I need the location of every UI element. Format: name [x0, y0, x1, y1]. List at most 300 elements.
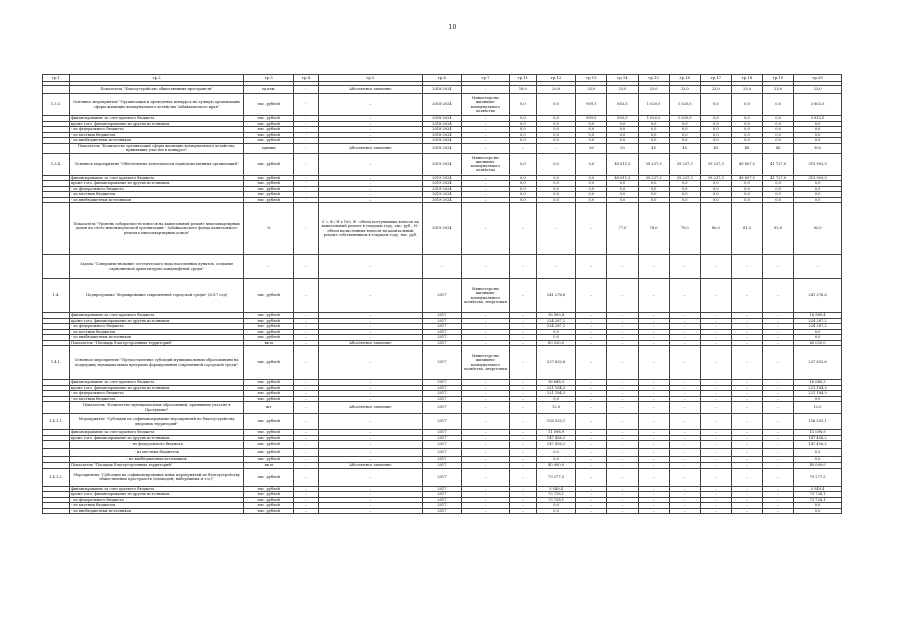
- table-cell: 0,0: [638, 186, 669, 192]
- table-cell: -: [294, 153, 319, 175]
- table-cell: –: [731, 391, 762, 397]
- table-cell: –: [763, 346, 794, 380]
- table-cell: –: [669, 279, 700, 313]
- table-cell: тыс. рублей: [244, 175, 294, 181]
- table-cell: 0,0: [509, 138, 536, 144]
- table-cell: –: [669, 380, 700, 386]
- table-cell: –: [638, 414, 669, 430]
- table-cell: Абсолютное значение: [318, 463, 422, 469]
- table-cell: 2017: [422, 380, 461, 386]
- table-cell: 2017: [422, 449, 461, 457]
- table-cell: - из местных бюджетов: [69, 192, 243, 198]
- table-cell: 0,0: [731, 192, 762, 198]
- table-cell: –: [731, 492, 762, 498]
- table-cell: 2019-2024: [422, 175, 461, 181]
- table-cell: –: [318, 430, 422, 436]
- table-cell: –: [731, 457, 762, 463]
- table-cell: 2017: [422, 441, 461, 449]
- table-cell: 0,0: [794, 197, 842, 203]
- table-cell: 319 903,3: [794, 175, 842, 181]
- table-cell: 0,0: [576, 127, 607, 133]
- column-header: гр.17: [700, 75, 731, 82]
- table-cell: 0,0: [536, 329, 575, 335]
- table-cell: –: [669, 346, 700, 380]
- table-cell: [43, 441, 70, 449]
- table-cell: 60 030,0: [794, 340, 842, 346]
- table-cell: - из внебюджетных источников: [69, 138, 243, 144]
- table-cell: 803,5: [607, 116, 638, 122]
- table-cell: –: [669, 497, 700, 503]
- table-cell: 2017: [422, 402, 461, 414]
- table-cell: –: [462, 203, 510, 255]
- table-cell: 2018-2024: [422, 121, 461, 127]
- table-cell: –: [669, 468, 700, 486]
- table-cell: 0,0: [669, 197, 700, 203]
- table-cell: 803,5: [607, 94, 638, 116]
- table-cell: 23,0: [607, 86, 638, 94]
- table-cell: 2018-2024: [422, 143, 461, 153]
- table-cell: –: [607, 503, 638, 509]
- table-cell: -: [294, 203, 319, 255]
- table-cell: –: [763, 380, 794, 386]
- table-cell: 77,0: [607, 203, 638, 255]
- table-cell: –: [576, 497, 607, 503]
- table-cell: –: [318, 186, 422, 192]
- table-cell: –: [576, 335, 607, 341]
- table-cell: –: [318, 329, 422, 335]
- table-cell: –: [509, 385, 536, 391]
- table-cell: –: [638, 391, 669, 397]
- table-cell: -: [294, 143, 319, 153]
- table-cell: 0,0: [536, 192, 575, 198]
- table-cell: –: [731, 346, 762, 380]
- table-cell: –: [462, 181, 510, 187]
- table-cell: –: [576, 457, 607, 463]
- table-cell: –: [607, 402, 638, 414]
- table-cell: Министерство жилищно-коммунального хозяйства: [462, 153, 510, 175]
- table-cell: 0,0: [700, 181, 731, 187]
- table-cell: 0,0: [794, 396, 842, 402]
- table-cell: –: [576, 324, 607, 330]
- table-cell: –: [731, 441, 762, 449]
- table-cell: 80,0: [700, 203, 731, 255]
- table-cell: –: [607, 441, 638, 449]
- table-cell: –: [607, 324, 638, 330]
- table-cell: –: [731, 396, 762, 402]
- table-cell: –: [607, 497, 638, 503]
- table-cell: 0,0: [700, 127, 731, 133]
- table-cell: 1.4.1.2.: [43, 468, 70, 486]
- table-cell: 0,0: [509, 153, 536, 175]
- table-cell: 0,0: [638, 197, 669, 203]
- table-cell: –: [576, 318, 607, 324]
- table-cell: Министерство жилищно-коммунального хозяйства: [462, 94, 510, 116]
- table-cell: 0,0: [763, 192, 794, 198]
- table-cell: –: [509, 396, 536, 402]
- table-cell: –: [638, 396, 669, 402]
- table-cell: –: [576, 329, 607, 335]
- table-cell: тыс. рублей: [244, 486, 294, 492]
- table-cell: Показатель "Количество организаций сферы жилищно-коммунального хозяйства, принявших участие в конкурсе": [69, 143, 243, 153]
- table-cell: 0,0: [700, 186, 731, 192]
- table-cell: ед.изм.: [244, 86, 294, 94]
- table-body: [43, 75, 842, 514]
- table-cell: –: [669, 396, 700, 402]
- table-cell: –: [509, 463, 536, 469]
- table-cell: 0,0: [576, 181, 607, 187]
- table-cell: –: [462, 197, 510, 203]
- table-cell: кроме того, финансирование из других источников:: [69, 385, 243, 391]
- table-cell: –: [763, 329, 794, 335]
- table-cell: 0,0: [763, 138, 794, 144]
- table-cell: –: [607, 380, 638, 386]
- table-cell: –: [576, 468, 607, 486]
- table-cell: –: [763, 497, 794, 503]
- table-cell: 0,0: [794, 138, 842, 144]
- table-cell: –: [462, 127, 510, 133]
- table-cell: –: [700, 486, 731, 492]
- table-cell: –: [576, 435, 607, 441]
- table-cell: 241 276,6: [536, 279, 575, 313]
- table-cell: 0,0: [669, 138, 700, 144]
- table-cell: –: [462, 492, 510, 498]
- table-cell: –: [669, 324, 700, 330]
- table-cell: 0,0: [576, 197, 607, 203]
- table-cell: –: [318, 313, 422, 319]
- table-cell: 73 728,1: [536, 497, 575, 503]
- table-cell: –: [638, 346, 669, 380]
- table-cell: –: [607, 335, 638, 341]
- table-cell: [43, 143, 70, 153]
- table-cell: –: [731, 385, 762, 391]
- table-cell: тыс. рублей: [244, 192, 294, 198]
- table-cell: –: [509, 486, 536, 492]
- table-cell: Министерство жилищно-коммунального хозяйства, энергетики: [462, 279, 510, 313]
- table-cell: тыс. рублей: [244, 441, 294, 449]
- table-cell: -: [294, 197, 319, 203]
- table-cell: –: [700, 508, 731, 514]
- table-cell: –: [509, 313, 536, 319]
- table-cell: 39 237,3: [638, 153, 669, 175]
- table-cell: 0,0: [794, 329, 842, 335]
- table-cell: 45: [669, 143, 700, 153]
- table-cell: –: [669, 492, 700, 498]
- table-cell: 0,0: [763, 127, 794, 133]
- table-cell: –: [763, 414, 794, 430]
- table-cell: финансирование за счет краевого бюджета: [69, 430, 243, 436]
- table-cell: –: [462, 449, 510, 457]
- table-cell: 0,0: [638, 127, 669, 133]
- table-cell: –: [638, 503, 669, 509]
- table-cell: Министерство жилищно-коммунального хозяйства, энергетики: [462, 346, 510, 380]
- table-cell: С = Ф / Н x 100, Ф - объем поступивших взносов на капитальный ремонт в текущем году, тыс. руб.; Н - объем начисленных взносов на капитальный ремонт собственникам в текущем году, тыс. руб.: [318, 203, 422, 255]
- table-cell: –: [318, 449, 422, 457]
- table-cell: –: [462, 503, 510, 509]
- table-row: [43, 255, 842, 279]
- table-cell: тыс. рублей: [244, 279, 294, 313]
- table-cell: 79 277,5: [794, 468, 842, 486]
- table-cell: - из федерального бюджета: [69, 441, 243, 449]
- table-cell: –: [700, 255, 731, 279]
- table-cell: -: [294, 121, 319, 127]
- table-cell: –: [576, 396, 607, 402]
- table-cell: 237 832,6: [794, 346, 842, 380]
- table-cell: –: [462, 335, 510, 341]
- table-cell: –: [294, 449, 319, 457]
- table-cell: –: [462, 121, 510, 127]
- table-cell: тыс. рублей: [244, 497, 294, 503]
- table-cell: –: [763, 385, 794, 391]
- table-cell: –: [509, 497, 536, 503]
- table-cell: –: [422, 255, 461, 279]
- table-cell: 0,0: [536, 153, 575, 175]
- table-cell: 2017: [422, 497, 461, 503]
- table-cell: –: [294, 318, 319, 324]
- table-cell: 0,0: [536, 175, 575, 181]
- table-cell: –: [638, 329, 669, 335]
- table-cell: –: [576, 313, 607, 319]
- table-cell: 0,0: [536, 457, 575, 463]
- table-cell: –: [638, 457, 669, 463]
- table-cell: –: [294, 402, 319, 414]
- table-cell: тыс. рублей: [244, 313, 294, 319]
- table-cell: –: [318, 380, 422, 386]
- table-cell: кроме того, финансирование из других источников:: [69, 492, 243, 498]
- table-cell: 16 648,3: [536, 380, 575, 386]
- table-cell: –: [607, 414, 638, 430]
- table-cell: 12,0: [794, 402, 842, 414]
- table-cell: –: [669, 385, 700, 391]
- table-cell: 241 276,6: [794, 279, 842, 313]
- table-cell: –: [638, 313, 669, 319]
- table-cell: –: [576, 279, 607, 313]
- table-cell: –: [700, 449, 731, 457]
- table-cell: 73 728,1: [536, 492, 575, 498]
- table-row: [43, 86, 842, 94]
- table-cell: –: [669, 463, 700, 469]
- table-cell: –: [638, 430, 669, 436]
- table-cell: –: [318, 175, 422, 181]
- table-cell: –: [794, 255, 842, 279]
- table-cell: 2019-2024: [422, 186, 461, 192]
- table-cell: –: [700, 468, 731, 486]
- table-cell: 49 807,5: [731, 153, 762, 175]
- table-cell: –: [576, 385, 607, 391]
- table-cell: –: [763, 492, 794, 498]
- table-cell: –: [318, 396, 422, 402]
- table-cell: –: [731, 335, 762, 341]
- table-cell: –: [607, 430, 638, 436]
- table-cell: –: [669, 430, 700, 436]
- table-cell: –: [763, 430, 794, 436]
- table-cell: 2017: [422, 508, 461, 514]
- table-cell: –: [509, 255, 536, 279]
- table-cell: 221 184,3: [794, 391, 842, 397]
- table-cell: 147 456,2: [536, 441, 575, 449]
- table-cell: 0,0: [794, 127, 842, 133]
- table-cell: –: [294, 380, 319, 386]
- table-cell: –: [509, 503, 536, 509]
- table-cell: –: [462, 402, 510, 414]
- table-cell: –: [318, 508, 422, 514]
- table-row: [43, 402, 842, 414]
- table-cell: тыс. рублей: [244, 435, 294, 441]
- table-cell: –: [763, 318, 794, 324]
- table-cell: –: [607, 279, 638, 313]
- table-cell: –: [462, 116, 510, 122]
- table-row: [43, 508, 842, 514]
- table-cell: 73 728,1: [794, 492, 842, 498]
- table-cell: –: [763, 435, 794, 441]
- table-cell: –: [509, 203, 536, 255]
- table-cell: кроме того, финансирование из других источников:: [69, 121, 243, 127]
- table-cell: –: [607, 508, 638, 514]
- table-cell: 0,0: [731, 138, 762, 144]
- table-cell: –: [294, 430, 319, 436]
- table-cell: финансирование за счет краевого бюджета: [69, 313, 243, 319]
- table-cell: –: [318, 138, 422, 144]
- table-cell: тыс. рублей: [244, 197, 294, 203]
- table-cell: 2017: [422, 335, 461, 341]
- table-cell: –: [294, 463, 319, 469]
- table-cell: 20,0: [536, 86, 575, 94]
- table-cell: –: [318, 391, 422, 397]
- table-cell: –: [509, 380, 536, 386]
- table-cell: –: [462, 175, 510, 181]
- table-cell: –: [294, 486, 319, 492]
- table-cell: –: [763, 324, 794, 330]
- table-cell: –: [669, 449, 700, 457]
- table-cell: –: [669, 457, 700, 463]
- table-cell: –: [576, 255, 607, 279]
- table-row: [43, 441, 842, 449]
- table-cell: финансирование за счет краевого бюджета: [69, 486, 243, 492]
- table-cell: 0,0: [638, 138, 669, 144]
- table-cell: –: [318, 503, 422, 509]
- table-cell: 39 237,3: [638, 175, 669, 181]
- table-cell: - из местных бюджетов: [69, 329, 243, 335]
- table-cell: 25,0: [638, 86, 669, 94]
- table-cell: 2018-2024: [422, 138, 461, 144]
- table-cell: –: [509, 329, 536, 335]
- table-cell: 1 020,0: [669, 94, 700, 116]
- table-cell: –: [731, 503, 762, 509]
- table-cell: 0,0: [607, 192, 638, 198]
- table-cell: -: [294, 192, 319, 198]
- table-cell: [43, 203, 70, 255]
- table-cell: тыс. рублей: [244, 492, 294, 498]
- table-cell: тыс. рублей: [244, 385, 294, 391]
- table-cell: [43, 255, 70, 279]
- table-cell: –: [763, 457, 794, 463]
- table-cell: –: [731, 449, 762, 457]
- table-cell: –: [294, 457, 319, 463]
- table-cell: –: [244, 255, 294, 279]
- column-header: гр.16: [669, 75, 700, 82]
- table-cell: –: [763, 340, 794, 346]
- table-cell: 0,0: [536, 132, 575, 138]
- table-cell: тыс. рублей: [244, 396, 294, 402]
- table-cell: 0,0: [509, 175, 536, 181]
- table-cell: –: [700, 279, 731, 313]
- table-cell: 909,1: [576, 94, 607, 116]
- table-cell: –: [669, 402, 700, 414]
- table-cell: –: [638, 279, 669, 313]
- table-cell: финансирование за счет краевого бюджета: [69, 380, 243, 386]
- column-header: гр.3: [244, 75, 294, 82]
- table-cell: –: [318, 116, 422, 122]
- table-cell: –: [576, 414, 607, 430]
- table-cell: 1 020,0: [638, 116, 669, 122]
- table-cell: тыс. рублей: [244, 335, 294, 341]
- table-cell: 2019-2024: [422, 203, 461, 255]
- table-cell: –: [318, 492, 422, 498]
- table-cell: –: [294, 279, 319, 313]
- table-cell: 49 611,5: [607, 175, 638, 181]
- table-cell: 2017: [422, 385, 461, 391]
- table-cell: тыс. рублей: [244, 468, 294, 486]
- table-cell: –: [763, 463, 794, 469]
- table-cell: –: [607, 318, 638, 324]
- table-cell: 0,0: [700, 121, 731, 127]
- table-cell: - из внебюджетных источников: [69, 457, 243, 463]
- table-cell: –: [638, 508, 669, 514]
- table-cell: 0,0: [536, 127, 575, 133]
- table-cell: –: [576, 463, 607, 469]
- table-cell: –: [318, 457, 422, 463]
- table-cell: 49 807,5: [731, 175, 762, 181]
- column-header: гр.7: [462, 75, 510, 82]
- table-cell: 0,0: [536, 186, 575, 192]
- table-cell: 0,0: [607, 132, 638, 138]
- table-cell: 0,0: [536, 197, 575, 203]
- table-cell: –: [318, 121, 422, 127]
- table-cell: –: [731, 414, 762, 430]
- table-cell: –: [318, 486, 422, 492]
- table-cell: тыс. рублей: [244, 430, 294, 436]
- table-cell: кроме того, финансирование из других источников:: [69, 318, 243, 324]
- table-cell: 40 000,0: [536, 463, 575, 469]
- table-cell: 0,0: [638, 132, 669, 138]
- table-cell: –: [509, 346, 536, 380]
- table-cell: 147 456,2: [794, 435, 842, 441]
- table-cell: - из внебюджетных источников: [69, 335, 243, 341]
- table-cell: 0,0: [731, 132, 762, 138]
- table-cell: 78,0: [638, 203, 669, 255]
- table-cell: –: [462, 508, 510, 514]
- table-cell: –: [462, 318, 510, 324]
- table-cell: –: [700, 313, 731, 319]
- table-cell: 16 989,4: [536, 313, 575, 319]
- table-cell: –: [576, 503, 607, 509]
- table-cell: 224 287,2: [536, 324, 575, 330]
- table-cell: - из местных бюджетов: [69, 132, 243, 138]
- table-cell: –: [462, 435, 510, 441]
- table-cell: 2018-2024: [422, 132, 461, 138]
- column-header: гр.19: [763, 75, 794, 82]
- table-cell: 1 020,0: [638, 94, 669, 116]
- table-row: [43, 94, 842, 116]
- column-header: гр.6: [422, 75, 461, 82]
- table-cell: 0,0: [576, 153, 607, 175]
- table-cell: –: [638, 497, 669, 503]
- table-cell: –: [700, 457, 731, 463]
- table-cell: Основное мероприятие "Обеспечение деятельности подведомственных организаций": [69, 153, 243, 175]
- table-cell: единиц: [244, 143, 294, 153]
- table-cell: тыс. рублей: [244, 94, 294, 116]
- table-cell: Абсолютное значение: [318, 402, 422, 414]
- table-cell: 0,0: [536, 396, 575, 402]
